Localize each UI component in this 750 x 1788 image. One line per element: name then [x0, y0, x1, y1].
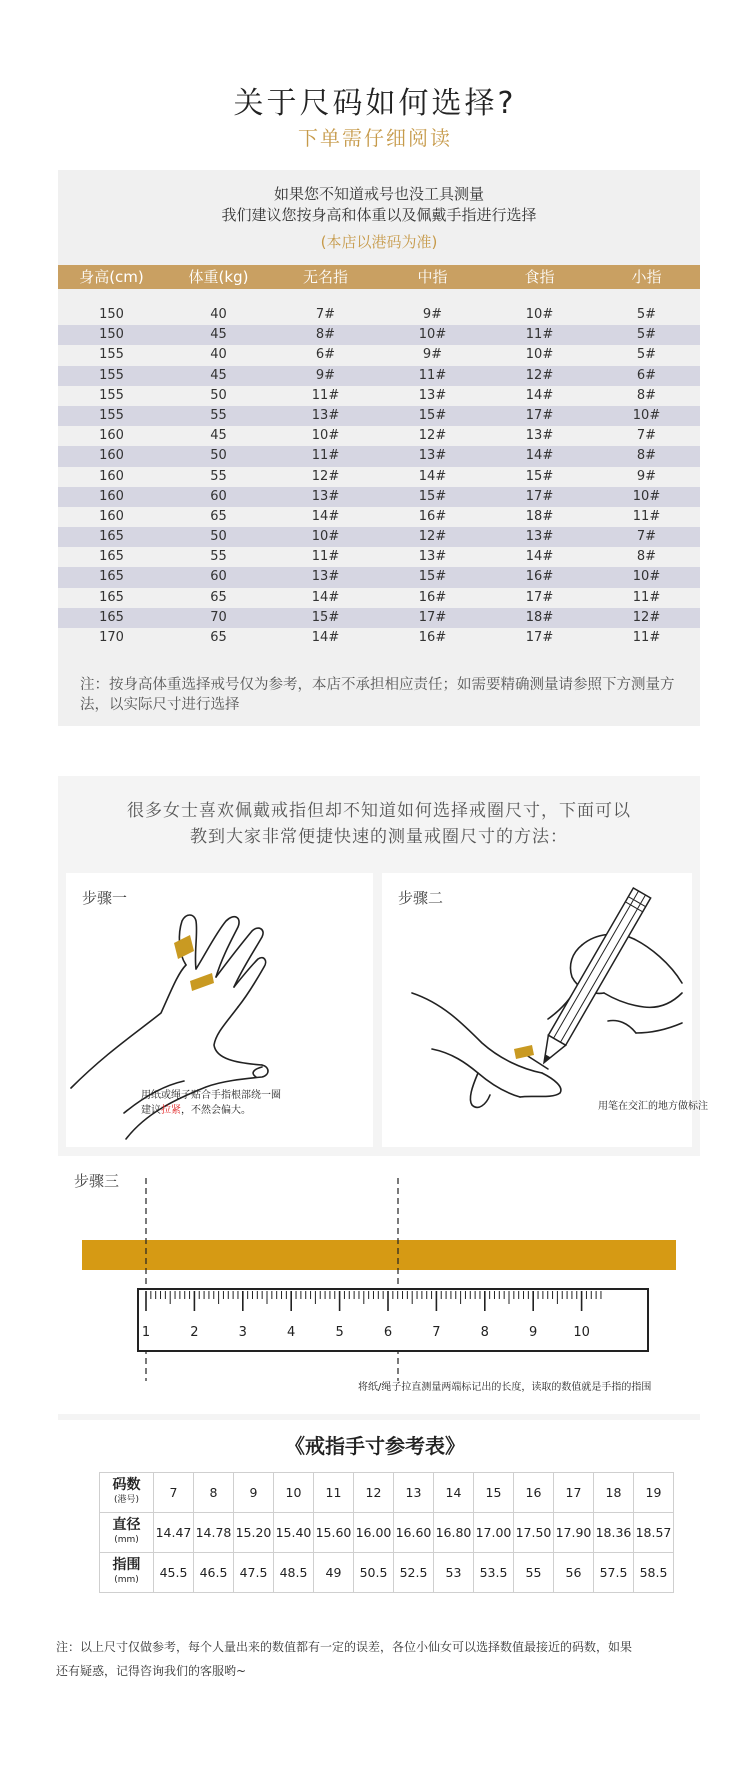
- size-table-row: [58, 366, 700, 386]
- size-table-cell: 6#: [315, 347, 336, 363]
- size-table-cell: 7#: [636, 529, 657, 545]
- ring-code-cell: 9: [234, 1473, 274, 1513]
- ruler-number: 10: [573, 1325, 590, 1340]
- size-table-cell: 45: [210, 327, 227, 343]
- size-table-row: [58, 305, 700, 325]
- size-table-cell: 8#: [636, 549, 657, 565]
- ring-diameter-cell: 15.20: [234, 1513, 274, 1553]
- ring-code-cell: 14: [434, 1473, 474, 1513]
- size-table-cell: 10#: [632, 407, 661, 423]
- ring-circ-label: 指围 (mm): [100, 1553, 154, 1593]
- size-table-cell: 15#: [418, 488, 447, 504]
- size-table-cell: 14#: [311, 508, 340, 524]
- size-table-cell: 16#: [418, 589, 447, 605]
- size-table-cell: 17#: [525, 630, 554, 645]
- ring-circ-cell: 50.5: [354, 1553, 394, 1593]
- size-table-row: [58, 487, 700, 507]
- size-table-cell: 16#: [525, 569, 554, 585]
- measure-lead: [58, 798, 700, 850]
- size-table-cell: 155: [99, 407, 124, 423]
- size-table-cell: 165: [99, 529, 124, 545]
- col-middle-finger: 中指: [417, 268, 448, 286]
- size-table-cell: 70: [210, 609, 227, 625]
- size-table-cell: 13#: [418, 387, 447, 403]
- size-table-cell: 50: [210, 448, 227, 464]
- ring-circ-cell: 49: [314, 1553, 354, 1593]
- size-table-cell: 160: [99, 468, 124, 484]
- step-three-label: 步骤三: [74, 1172, 120, 1190]
- step-two-label: 步骤二: [398, 889, 444, 907]
- ring-circ-cell: 55: [514, 1553, 554, 1593]
- ring-code-cell: 7: [154, 1473, 194, 1513]
- size-table-cell: 50: [210, 529, 227, 545]
- size-table-cell: 170: [99, 630, 124, 645]
- size-table-cell: 11#: [418, 367, 447, 383]
- size-table-cell: 13#: [418, 448, 447, 464]
- measure-lead-line-2: 教到大家非常便捷快速的测量戒圈尺寸的方法：: [190, 827, 568, 847]
- size-table-cell: 9#: [422, 307, 443, 322]
- size-table-cell: 10#: [418, 327, 447, 343]
- step-one-card: [66, 873, 373, 1147]
- size-table-body: [58, 305, 700, 648]
- size-table-cell: 18#: [525, 508, 554, 524]
- ring-diameter-row: [100, 1513, 674, 1553]
- ring-diameter-cell: 17.50: [514, 1513, 554, 1553]
- size-table-cell: 13#: [525, 529, 554, 545]
- ruler-number: 3: [238, 1325, 247, 1340]
- ring-circ-cell: 57.5: [594, 1553, 634, 1593]
- ring-circ-cell: 47.5: [234, 1553, 274, 1593]
- size-table-cell: 13#: [311, 407, 340, 423]
- ring-code-label: 码数 (港号): [100, 1473, 154, 1513]
- size-table-cell: 11#: [632, 589, 661, 605]
- ruler-number: 1: [141, 1325, 151, 1340]
- ruler-number: 2: [190, 1325, 199, 1340]
- ring-diameter-cell: 15.40: [274, 1513, 314, 1553]
- size-table-cell: 14#: [311, 630, 340, 645]
- size-table-row: [58, 547, 700, 567]
- ring-diameter-cell: 17.00: [474, 1513, 514, 1553]
- size-table-cell: 65: [210, 508, 227, 524]
- size-table-row: [58, 628, 700, 648]
- measure-panel: [58, 776, 708, 1420]
- size-table-cell: 150: [99, 327, 124, 343]
- size-table-cell: 7#: [315, 307, 336, 322]
- size-table-cell: 14#: [418, 468, 447, 484]
- size-table-note: 注：按身高体重选择戒号仅为参考，本店不承担相应责任；如需要精确测量请参照下方测量方法，以实际尺寸进行选择: [80, 677, 675, 713]
- step-three-caption: 将纸/绳子拉直测量两端标记出的长度，读取的数值就是手指的指围: [358, 1382, 652, 1393]
- size-table-cell: 165: [99, 609, 124, 625]
- size-table-cell: 150: [99, 307, 124, 322]
- page-subtitle: 下单需仔细阅读: [298, 126, 452, 150]
- size-table-cell: 60: [210, 569, 227, 585]
- size-table-cell: 10#: [632, 569, 661, 585]
- ring-chart-title: 《戒指手寸参考表》: [285, 1434, 465, 1458]
- ring-diameter-cell: 14.78: [194, 1513, 234, 1553]
- footer-line-2: 还有疑惑，记得咨询我们的客服哟~: [56, 1664, 247, 1678]
- size-table-cell: 16#: [418, 508, 447, 524]
- size-table-cell: 17#: [418, 609, 447, 625]
- ring-code-cell: 17: [554, 1473, 594, 1513]
- size-table-cell: 13#: [311, 569, 340, 585]
- step-one-caption-line-1: 用纸或绳子贴合手指根部绕一圈: [141, 1090, 281, 1101]
- measure-lead-line-1: 很多女士喜欢佩戴戒指但却不知道如何选择戒圈尺寸，下面可以: [127, 801, 631, 821]
- ruler-number: 9: [529, 1325, 538, 1340]
- size-table-cell: 15#: [418, 569, 447, 585]
- hand-wrap-illustration: [66, 873, 373, 1147]
- size-table-cell: 160: [99, 448, 124, 464]
- size-table-cell: 40: [210, 347, 227, 363]
- step-two-card: [382, 873, 708, 1147]
- size-table-cell: 45: [210, 367, 227, 383]
- size-table-row: [58, 446, 700, 466]
- size-table-cell: 12#: [311, 468, 340, 484]
- col-ring-finger: 无名指: [302, 268, 348, 286]
- size-table-cell: 15#: [311, 609, 340, 625]
- size-table-cell: 12#: [418, 428, 447, 444]
- size-table-cell: 11#: [632, 508, 661, 524]
- ring-circ-cell: 58.5: [634, 1553, 674, 1593]
- size-table-row: [58, 345, 700, 365]
- col-weight: 体重(kg): [188, 268, 249, 286]
- ring-diameter-cell: 16.80: [434, 1513, 474, 1553]
- ruler-number: 4: [287, 1325, 296, 1340]
- ring-circ-cell: 45.5: [154, 1553, 194, 1593]
- size-table-cell: 165: [99, 549, 124, 565]
- ring-code-cell: 12: [354, 1473, 394, 1513]
- pen-mark-illustration: [382, 873, 708, 1147]
- size-table-cell: 6#: [636, 367, 657, 383]
- ruler-number: 8: [480, 1325, 489, 1340]
- ring-circ-cell: 53.5: [474, 1553, 514, 1593]
- size-table-cell: 45: [210, 428, 227, 444]
- size-table-cell: 55: [210, 407, 227, 423]
- size-table-cell: 11#: [632, 630, 661, 645]
- intro-text: [58, 184, 700, 253]
- intro-note: (本店以港码为准): [320, 233, 438, 251]
- size-table-cell: 12#: [632, 609, 661, 625]
- ring-size-table: [99, 1472, 674, 1593]
- ring-diameter-cell: 18.57: [634, 1513, 674, 1553]
- size-table-cell: 10#: [311, 529, 340, 545]
- step-two-caption: 用笔在交汇的地方做标注: [598, 1101, 708, 1112]
- size-table-cell: 9#: [315, 367, 336, 383]
- size-table-row: [58, 588, 700, 608]
- size-table-cell: 65: [210, 630, 227, 645]
- size-table-cell: 65: [210, 589, 227, 605]
- ring-diameter-cell: 16.60: [394, 1513, 434, 1553]
- ring-code-cell: 8: [194, 1473, 234, 1513]
- ring-code-cell: 10: [274, 1473, 314, 1513]
- ring-diameter-cell: 17.90: [554, 1513, 594, 1553]
- size-table-cell: 5#: [636, 307, 657, 322]
- ring-code-cell: 15: [474, 1473, 514, 1513]
- size-table-cell: 14#: [311, 589, 340, 605]
- size-table-cell: 12#: [418, 529, 447, 545]
- ring-circ-cell: 56: [554, 1553, 594, 1593]
- size-table-cell: 155: [99, 347, 124, 363]
- size-table-cell: 8#: [636, 387, 657, 403]
- ruler-number: 5: [335, 1325, 344, 1340]
- size-table-cell: 13#: [418, 549, 447, 565]
- size-table-header: [58, 265, 700, 289]
- ring-diameter-cell: 15.60: [314, 1513, 354, 1553]
- size-table-cell: 17#: [525, 407, 554, 423]
- size-table-cell: 160: [99, 428, 124, 444]
- size-table-cell: 155: [99, 387, 124, 403]
- size-table-cell: 11#: [311, 549, 340, 565]
- size-table-row: [58, 325, 700, 345]
- size-table-cell: 13#: [525, 428, 554, 444]
- ring-circ-cell: 46.5: [194, 1553, 234, 1593]
- size-table-cell: 15#: [418, 407, 447, 423]
- step-three-card: [58, 1156, 700, 1414]
- size-table-cell: 55: [210, 549, 227, 565]
- size-table-cell: 9#: [636, 468, 657, 484]
- ring-code-cell: 11: [314, 1473, 354, 1513]
- size-table-cell: 5#: [636, 347, 657, 363]
- size-table-cell: 17#: [525, 589, 554, 605]
- size-table-cell: 10#: [632, 488, 661, 504]
- ring-circ-cell: 48.5: [274, 1553, 314, 1593]
- size-table-cell: 10#: [525, 307, 554, 322]
- size-table-row: [58, 567, 700, 587]
- ring-code-cell: 16: [514, 1473, 554, 1513]
- ruler-number: 6: [383, 1325, 393, 1340]
- size-table-cell: 60: [210, 488, 227, 504]
- ring-diameter-cell: 16.00: [354, 1513, 394, 1553]
- size-table-cell: 12#: [525, 367, 554, 383]
- size-table-cell: 165: [99, 569, 124, 585]
- size-table-row: [58, 507, 700, 527]
- ring-diameter-cell: 14.47: [154, 1513, 194, 1553]
- size-table-cell: 15#: [525, 468, 554, 484]
- ring-diameter-cell: 18.36: [594, 1513, 634, 1553]
- ring-code-row: [100, 1473, 674, 1513]
- size-table-cell: 40: [210, 307, 227, 322]
- size-table-cell: 5#: [636, 327, 657, 343]
- size-table-cell: 11#: [525, 327, 554, 343]
- size-table-cell: 7#: [636, 428, 657, 444]
- size-table-cell: 14#: [525, 387, 554, 403]
- size-table-cell: 17#: [525, 488, 554, 504]
- size-table-row: [58, 406, 700, 426]
- measuring-strip: [82, 1240, 676, 1270]
- size-table-cell: 160: [99, 508, 124, 524]
- size-table-cell: 9#: [422, 347, 443, 363]
- page-title: 关于尺码如何选择?: [233, 86, 517, 121]
- size-table-row: [58, 608, 700, 628]
- intro-line-1: 如果您不知道戒号也没工具测量: [273, 185, 484, 203]
- size-table-cell: 10#: [525, 347, 554, 363]
- ring-circ-cell: 53: [434, 1553, 474, 1593]
- size-table-cell: 11#: [311, 387, 340, 403]
- ruler-number: 7: [432, 1325, 441, 1340]
- size-table-cell: 18#: [525, 609, 554, 625]
- size-guide-panel: [58, 170, 700, 726]
- size-table-row: [58, 386, 700, 406]
- col-index-finger: 食指: [524, 268, 555, 286]
- footer-note: [56, 1635, 686, 1683]
- size-table-row: [58, 426, 700, 446]
- size-table-cell: 13#: [311, 488, 340, 504]
- col-height: 身高(cm): [79, 268, 144, 286]
- step-one-caption-red: 拉紧: [161, 1105, 181, 1116]
- col-little-finger: 小指: [631, 268, 662, 286]
- size-table-cell: 16#: [418, 630, 447, 645]
- ring-circ-row: [100, 1553, 674, 1593]
- ring-circ-cell: 52.5: [394, 1553, 434, 1593]
- intro-line-2: 我们建议您按身高和体重以及佩戴手指进行选择: [221, 206, 537, 224]
- ring-code-cell: 19: [634, 1473, 674, 1513]
- ring-code-cell: 18: [594, 1473, 634, 1513]
- size-table-cell: 165: [99, 589, 124, 605]
- ruler-illustration: [58, 1156, 700, 1414]
- size-table-cell: 10#: [311, 428, 340, 444]
- size-table-cell: 14#: [525, 549, 554, 565]
- size-table-cell: 14#: [525, 448, 554, 464]
- ring-diameter-label: 直径 (mm): [100, 1513, 154, 1553]
- size-table-cell: 160: [99, 488, 124, 504]
- size-table-cell: 155: [99, 367, 124, 383]
- step-one-label: 步骤一: [82, 889, 128, 907]
- size-table-cell: 8#: [315, 327, 336, 343]
- size-table-cell: 55: [210, 468, 227, 484]
- size-table-row: [58, 527, 700, 547]
- size-table-cell: 8#: [636, 448, 657, 464]
- size-table-cell: 50: [210, 387, 227, 403]
- size-table-cell: 11#: [311, 448, 340, 464]
- step-one-caption-line-2: 建议拉紧，不然会偏大。: [141, 1105, 251, 1116]
- size-table-row: [58, 467, 700, 487]
- footer-line-1: 注：以上尺寸仅做参考，每个人量出来的数值都有一定的误差，各位小仙女可以选择数值最接近的码数，如果: [56, 1640, 633, 1654]
- ring-code-cell: 13: [394, 1473, 434, 1513]
